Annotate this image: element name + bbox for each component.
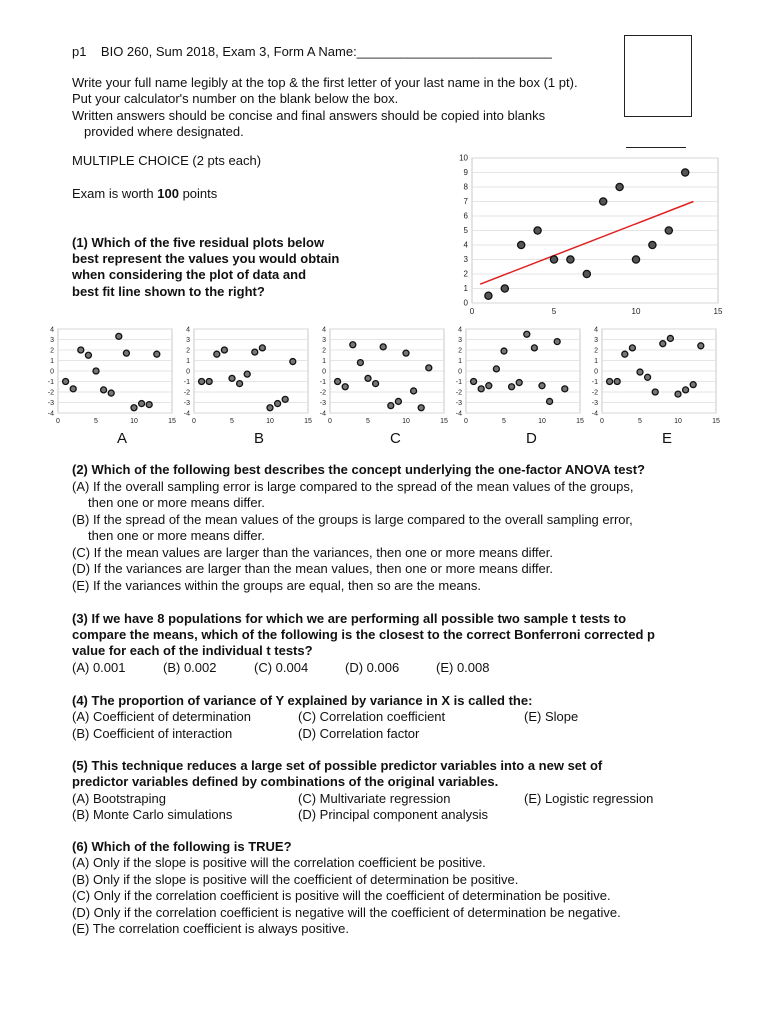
y-tick-label: -3: [47, 400, 54, 407]
data-point: [698, 343, 704, 349]
x-tick-label: 10: [266, 418, 274, 425]
y-tick-label: -3: [455, 400, 462, 407]
y-tick-label: -4: [591, 410, 598, 418]
x-tick-label: 15: [440, 418, 448, 425]
residual-label-e: E: [662, 430, 673, 447]
x-tick-label: 15: [713, 307, 723, 316]
residual-plot-a: [42, 325, 178, 429]
section-label: MULTIPLE CHOICE (2 pts each): [72, 153, 262, 168]
y-tick-label: 10: [459, 153, 468, 163]
q2-option-b: (B) If the spread of the mean values of the groups is large compared to the overall sampling error,: [72, 512, 633, 527]
data-point: [116, 333, 122, 339]
y-tick-label: 4: [322, 326, 326, 334]
y-tick-label: 1: [463, 284, 468, 293]
x-tick-label: 0: [469, 307, 475, 316]
data-point: [562, 386, 568, 392]
y-tick-label: 0: [186, 368, 190, 376]
y-tick-label: -1: [183, 379, 190, 386]
data-point: [411, 388, 417, 394]
data-point: [645, 374, 651, 380]
q5-option-c: (C) Multivariate regression: [298, 791, 451, 806]
instruction-line: Put your calculator's number on the blank below the box.: [72, 91, 399, 106]
data-point: [335, 379, 341, 385]
y-tick-label: 4: [594, 326, 598, 334]
q5-option-e: (E) Logistic regression: [524, 791, 654, 806]
worth-points: 100: [157, 186, 179, 201]
x-tick-label: 0: [328, 418, 332, 425]
data-point: [607, 379, 613, 385]
data-point: [282, 396, 288, 402]
q6-option-d: (D) Only if the correlation coefficient is negative will the coefficient of determination be negative.: [72, 905, 621, 920]
y-tick-label: 2: [463, 269, 468, 279]
q4-option-e: (E) Slope: [524, 709, 579, 724]
worth-suffix: points: [178, 186, 218, 201]
y-tick-label: 8: [463, 182, 468, 192]
y-tick-label: 7: [463, 197, 468, 206]
y-tick-label: 1: [458, 358, 462, 365]
x-tick-label: 5: [94, 418, 98, 425]
exam-worth: [72, 186, 217, 202]
exam-header: [72, 44, 552, 59]
residual-plot-d: [450, 325, 586, 429]
data-point: [342, 384, 348, 390]
data-point: [221, 347, 227, 353]
instruction-line: Written answers should be concise and final answers should be copied into blanks: [72, 108, 546, 123]
y-tick-label: 1: [50, 358, 54, 365]
data-point: [531, 345, 537, 351]
data-point: [629, 345, 635, 351]
data-point: [380, 344, 386, 350]
x-tick-label: 0: [464, 418, 468, 425]
data-point: [539, 383, 545, 389]
data-point: [524, 331, 530, 337]
data-point: [78, 347, 84, 353]
q6-option-e: (E) The correlation coefficient is always positive.: [72, 921, 349, 936]
data-point: [614, 379, 620, 385]
data-point: [259, 345, 265, 351]
worth-prefix: Exam is worth: [72, 186, 158, 201]
exam-title: BIO 260, Sum 2018, Exam 3, Form A Name:___________________________: [100, 44, 552, 59]
y-tick-label: 1: [186, 358, 190, 365]
y-tick-label: 4: [50, 326, 54, 334]
data-point: [426, 365, 432, 371]
data-point: [683, 387, 689, 393]
data-point: [395, 398, 401, 404]
y-tick-label: -2: [455, 389, 462, 397]
data-point: [373, 381, 379, 387]
data-point: [501, 348, 507, 354]
q2-option-e: (E) If the variances within the groups are equal, then so are the means.: [72, 578, 482, 593]
x-tick-label: 15: [712, 418, 720, 425]
x-tick-label: 10: [402, 418, 410, 425]
q2-option-a: (A) If the overall sampling error is large compared to the spread of the mean values of the groups,: [72, 479, 634, 494]
x-tick-label: 10: [130, 418, 138, 425]
residual-plot-b: [178, 325, 314, 429]
y-tick-label: -2: [183, 389, 190, 397]
x-tick-label: 0: [56, 418, 60, 425]
x-tick-label: 10: [538, 418, 546, 425]
data-point: [534, 227, 541, 234]
q6-stem: (6) Which of the following is TRUE?: [72, 839, 292, 854]
y-tick-label: 3: [186, 337, 190, 344]
y-tick-label: -2: [591, 389, 598, 397]
residual-label-b: B: [254, 430, 265, 447]
q3-option-c: (C) 0.004: [254, 660, 309, 675]
x-tick-label: 15: [304, 418, 312, 425]
q5-option-d: (D) Principal component analysis: [298, 807, 489, 822]
q3-stem: compare the means, which of the following is the closest to the correct Bonferroni corrected p: [72, 627, 655, 642]
q2-option-b-cont: then one or more means differ.: [88, 528, 265, 543]
y-tick-label: -2: [47, 389, 54, 397]
data-point: [471, 379, 477, 385]
q4-stem: (4) The proportion of variance of Y explained by variance in X is called the:: [72, 693, 533, 708]
data-point: [665, 227, 672, 234]
data-point: [70, 386, 76, 392]
data-point: [682, 169, 689, 176]
q6-option-a: (A) Only if the slope is positive will the correlation coefficient be positive.: [72, 855, 486, 870]
y-tick-label: -3: [591, 400, 598, 407]
y-tick-label: 0: [594, 368, 598, 376]
y-tick-label: 3: [322, 337, 326, 344]
x-tick-label: 10: [631, 307, 641, 316]
y-tick-label: 1: [322, 358, 326, 365]
y-tick-label: -3: [319, 400, 326, 407]
q3-stem: value for each of the individual t tests?: [72, 643, 313, 658]
data-point: [199, 379, 205, 385]
x-tick-label: 5: [502, 418, 506, 425]
x-tick-label: 5: [638, 418, 642, 425]
y-tick-label: -4: [183, 410, 190, 418]
calculator-number-blank[interactable]: [626, 147, 686, 148]
data-point: [237, 381, 243, 387]
data-point: [350, 342, 356, 348]
x-tick-label: 15: [576, 418, 584, 425]
data-point: [85, 352, 91, 358]
data-point: [214, 351, 220, 357]
data-point: [667, 335, 673, 341]
y-tick-label: 0: [463, 298, 468, 308]
residual-plot-c: [314, 325, 450, 429]
y-tick-label: -1: [591, 379, 598, 386]
y-tick-label: 3: [50, 337, 54, 344]
q3-option-d: (D) 0.006: [345, 660, 400, 675]
data-point: [652, 389, 658, 395]
y-tick-label: 0: [50, 368, 54, 376]
data-point: [63, 379, 69, 385]
q4-option-d: (D) Correlation factor: [298, 726, 420, 741]
data-point: [547, 398, 553, 404]
data-point: [146, 402, 152, 408]
data-point: [154, 351, 160, 357]
page-number: p1: [72, 44, 87, 59]
q6-option-b: (B) Only if the slope is positive will the coefficient of determination be positive.: [72, 872, 519, 887]
data-point: [418, 405, 424, 411]
residual-label-d: D: [526, 430, 537, 447]
x-tick-label: 5: [230, 418, 234, 425]
y-tick-label: 4: [463, 240, 468, 250]
data-point: [567, 256, 574, 263]
scatter-plot-with-fit-line: [448, 150, 723, 322]
q3-stem: (3) If we have 8 populations for which we are performing all possible two sample t tests to: [72, 611, 627, 626]
data-point: [550, 256, 557, 263]
y-tick-label: 5: [463, 226, 468, 235]
data-point: [509, 384, 515, 390]
y-tick-label: -1: [319, 379, 326, 386]
x-tick-label: 0: [600, 418, 604, 425]
y-tick-label: 6: [463, 211, 468, 221]
y-tick-label: 0: [458, 368, 462, 376]
data-point: [388, 403, 394, 409]
data-point: [554, 339, 560, 345]
x-tick-label: 15: [168, 418, 176, 425]
q4-option-c: (C) Correlation coefficient: [298, 709, 446, 724]
data-point: [485, 292, 492, 299]
data-point: [616, 183, 623, 190]
y-tick-label: -1: [47, 379, 54, 386]
data-point: [637, 369, 643, 375]
residual-label-a: A: [117, 430, 128, 447]
data-point: [131, 405, 137, 411]
data-point: [690, 382, 696, 388]
q1-stem: (1) Which of the five residual plots below: [72, 235, 325, 250]
data-point: [206, 379, 212, 385]
y-tick-label: 2: [186, 347, 190, 355]
data-point: [229, 375, 235, 381]
residual-plot-e: [586, 325, 722, 429]
data-point: [267, 405, 273, 411]
data-point: [101, 387, 107, 393]
data-point: [93, 368, 99, 374]
q1-stem: best fit line shown to the right?: [72, 284, 265, 299]
q4-option-b: (B) Coefficient of interaction: [72, 726, 233, 741]
data-point: [123, 350, 129, 356]
y-tick-label: -4: [319, 410, 326, 418]
q3-option-e: (E) 0.008: [436, 660, 490, 675]
initial-box[interactable]: [624, 35, 692, 117]
data-point: [486, 383, 492, 389]
q3-option-b: (B) 0.002: [163, 660, 217, 675]
instruction-line: Write your full name legibly at the top & the first letter of your last name in the box (1 pt).: [72, 75, 578, 90]
q1-stem: when considering the plot of data and: [72, 267, 307, 282]
y-tick-label: -2: [319, 389, 326, 397]
data-point: [516, 380, 522, 386]
x-tick-label: 0: [192, 418, 196, 425]
data-point: [290, 359, 296, 365]
data-point: [252, 349, 258, 355]
data-point: [365, 375, 371, 381]
y-tick-label: 2: [458, 347, 462, 355]
y-tick-label: -1: [455, 379, 462, 386]
q5-option-b: (B) Monte Carlo simulations: [72, 807, 233, 822]
y-tick-label: 0: [322, 368, 326, 376]
data-point: [622, 351, 628, 357]
y-tick-label: 4: [458, 326, 462, 334]
y-tick-label: 4: [186, 326, 190, 334]
data-point: [357, 360, 363, 366]
y-tick-label: 1: [594, 358, 598, 365]
y-tick-label: 9: [463, 168, 468, 177]
data-point: [501, 285, 508, 292]
y-tick-label: -4: [455, 410, 462, 418]
q3-option-a: (A) 0.001: [72, 660, 126, 675]
q2-option-d: (D) If the variances are larger than the mean values, then one or more means differ.: [72, 561, 554, 576]
data-point: [108, 390, 114, 396]
q6-option-c: (C) Only if the correlation coefficient is positive will the coefficient of determination be positive.: [72, 888, 611, 903]
data-point: [275, 401, 281, 407]
y-tick-label: -3: [183, 400, 190, 407]
y-tick-label: 3: [463, 255, 468, 264]
y-tick-label: -4: [47, 410, 54, 418]
data-point: [632, 256, 639, 263]
instruction-line: provided where designated.: [84, 124, 244, 139]
data-point: [244, 371, 250, 377]
data-point: [478, 386, 484, 392]
y-tick-label: 2: [322, 347, 326, 355]
residual-label-c: C: [390, 430, 401, 447]
data-point: [403, 350, 409, 356]
q2-stem: (2) Which of the following best describes the concept underlying the one-factor ANOVA test?: [72, 462, 646, 477]
x-tick-label: 5: [366, 418, 370, 425]
data-point: [493, 366, 499, 372]
q2-option-a-cont: then one or more means differ.: [88, 495, 265, 510]
data-point: [675, 391, 681, 397]
data-point: [600, 198, 607, 205]
q5-stem: predictor variables defined by combinations of the original variables.: [72, 774, 499, 789]
y-tick-label: 3: [594, 337, 598, 344]
q4-option-a: (A) Coefficient of determination: [72, 709, 251, 724]
x-tick-label: 10: [674, 418, 682, 425]
data-point: [139, 401, 145, 407]
y-tick-label: 2: [594, 347, 598, 355]
y-tick-label: 2: [50, 347, 54, 355]
data-point: [583, 270, 590, 277]
data-point: [660, 341, 666, 347]
q2-option-c: (C) If the mean values are larger than the variances, then one or more means differ.: [72, 545, 554, 560]
y-tick-label: 3: [458, 337, 462, 344]
q5-stem: (5) This technique reduces a large set of possible predictor variables into a new set of: [72, 758, 603, 773]
data-point: [518, 241, 525, 248]
q1-stem: best represent the values you would obtain: [72, 251, 340, 266]
data-point: [649, 241, 656, 248]
q5-option-a: (A) Bootstraping: [72, 791, 166, 806]
x-tick-label: 5: [551, 307, 557, 316]
